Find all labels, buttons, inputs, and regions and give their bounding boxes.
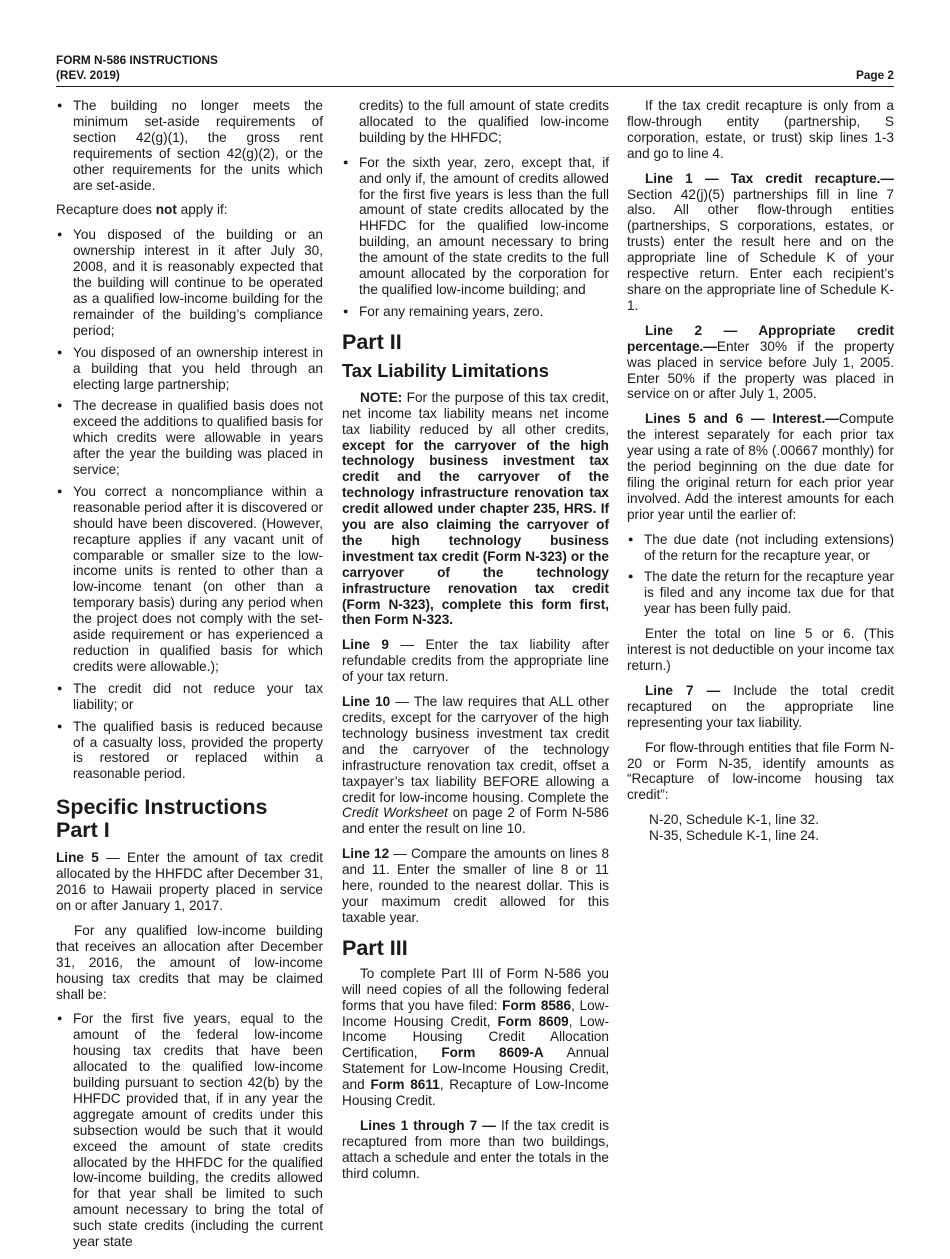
line-2-instruction: Line 2 — Appropriate credit percentage.—Enter 30% if the property was placed in service before July 1, 2005. Enter 50% if the property was placed in service on or after July 1, 2005.: [627, 322, 894, 402]
list-item: ● The credit did not reduce your tax liability; or: [56, 681, 323, 713]
line-7-instruction: Line 7 — Include the total credit recaptured on the appropriate line representing your tax liability.: [627, 682, 895, 730]
list-item: ● You disposed of the building or an ownership interest in it after July 30, 2008, and it is reasonably expected that the building will continue to be operated as a qualified low-income building for the remainder of the building’s compliance period;: [56, 227, 323, 338]
schedule-line-n35: N-35, Schedule K-1, line 24.: [649, 828, 820, 844]
list-item: ● You disposed of an ownership interest in a building that you held through an electing large partnership;: [56, 345, 323, 393]
page-number: Page 2: [855, 68, 894, 82]
column-3: [627, 98, 894, 844]
list-item: ● The due date (not including extensions) of the return for the recapture year, or: [627, 532, 894, 564]
list-item: ● The building no longer meets the minimum set-aside requirements of section 42(g)(1), the gross rent requirements of section 42(g)(2), or the other requirements for the units which are set-aside.: [56, 98, 323, 193]
lines-1-7-instruction: Lines 1 through 7 — If the tax credit is recaptured from more than two buildings, attach a schedule and enter the totals in the third column.: [342, 1117, 609, 1181]
line-12-instruction: Line 12 — Compare the amounts on lines 8 and 11. Enter the smaller of line 8 or 11 here, rounded to the nearest dollar. This is your maximum credit allowed for this taxable year.: [342, 846, 609, 925]
list-item: ● For the sixth year, zero, except that, if and only if, the amount of credits allowed for the first five years is less than the full amount of state credits allocated by the HHFDC for the qualified low-income building, an amount necessary to bring the amount of the state credits to the full amount allocated by the corporation for the qualified low-income building; and: [342, 155, 609, 298]
part-1-heading: Part I: [56, 818, 110, 843]
list-item: ● You correct a noncompliance within a reasonable period after it is discovered or should have been discovered. (However, recapture applies if any vacant unit of comparable or smaller size to the low-income units is rented to other than a low-income tenant (on other than a temporary basis) during any period when the project does not comply with the set-aside requirement or has experienced a reduction in qualified basis for which credits were allowable.);: [56, 484, 323, 675]
flow-through-paragraph: If the tax credit recapture is only from a flow-through entity (partnership, S corporation, estate, or trust) skip lines 1-3 and go to line 4.: [627, 98, 894, 161]
tax-liability-heading: Tax Liability Limitations: [342, 359, 549, 381]
header-rule: [56, 86, 894, 87]
bullet-continuation: credits) to the full amount of state credits allocated to the qualified low-income building by the HHFDC;: [359, 98, 609, 145]
line-9-instruction: Line 9 — Enter the tax liability after refundable credits from the appropriate line of your tax return.: [342, 637, 610, 685]
list-item: ● The decrease in qualified basis does not exceed the additions to qualified basis for which credits were allowable in years after the year the building was placed in service;: [56, 398, 323, 478]
schedule-lines: [649, 812, 894, 844]
part-3-heading: Part III: [342, 935, 408, 960]
list-item: ● For any remaining years, zero.: [342, 304, 609, 320]
note-paragraph: NOTE: For the purpose of this tax credit, net income tax liability means net income tax liability reduced by all other credits, except for the carryover of the high technology business investment tax credit and the carryover of the technology infrastructure renovation tax credit allowed under chapter 235, HRS. If you are also claiming the carryover of the high technology business investment tax credit (Form N-323) or the carryover of the technology infrastructure renovation tax credit (Form N-323), complete this form first, then Form N-323.: [342, 389, 609, 628]
column-1: [56, 98, 323, 1259]
form-title: FORM N-586 INSTRUCTIONS: [56, 53, 218, 67]
list-item: ● The date the return for the recapture year is filed and any income tax due for that year has been fully paid.: [627, 569, 894, 617]
credit-years-list-cont: [342, 155, 609, 320]
part-3-intro: To complete Part III of Form N-586 you will need copies of all the following federal forms that you have filed: Form 8586, Low-Income Housing Credit, Form 8609, Low-Income Housing Credit Allocation Certification, Form 8609-A Annual Statement for Low-Income Housing Credit, and Form 8611, Recapture of Low-Income Housing Credit.: [342, 965, 609, 1109]
total-paragraph: Enter the total on line 5 or 6. (This interest is not deductible on your income tax return.): [627, 626, 894, 673]
recapture-exceptions-list: [56, 227, 323, 782]
recapture-exceptions-intro: Recapture does not apply if:: [56, 202, 228, 218]
column-2: [342, 98, 609, 1191]
line-5-instruction: Line 5 — Enter the amount of tax credit allocated by the HHFDC after December 31, 2016 to Hawaii property placed in service on or after January 1, 2017.: [56, 850, 323, 913]
line-1-instruction: Line 1 — Tax credit recapture.— Section 42(j)(5) partnerships fill in line 7 also. All other flow-through entities (partnerships, S corporations, estates, or trusts) enter the result here and on the appropriate line of Schedule K of your respective return. Enter each recipient’s share on the appropriate line of Schedule K-1.: [627, 170, 894, 313]
qualified-building-paragraph: For any qualified low-income building that receives an allocation after December 31, 2016, the amount of low-income housing tax credits that may be claimed shall be:: [56, 922, 323, 1002]
page-header: [56, 53, 218, 83]
line-10-instruction: Line 10 — The law requires that ALL other credits, except for the carryover of the high technology business investment tax credit and the carryover of the technology infrastructure renovation tax credit, offset a taxpayer’s tax liability BEFORE allowing a credit for low-income housing. Complete the Credit Worksheet on page 2 of Form N-586 and enter the result on line 10.: [342, 694, 609, 837]
list-item: ● For the first five years, equal to the amount of the federal low-income housing tax credits that have been allocated to the qualified low-income building pursuant to section 42(b) by the HHFDC provided that, if in any year the aggregate amount of credits under this subsection would be such that it would exceed the amount of state credits allocated by the HHFDC for the qualified low-income building, the credits allowed for that year shall be limited to such amount necessary to bring the total of such state credits (including the current year state: [56, 1011, 323, 1250]
credit-years-list: [56, 1011, 323, 1250]
list-item: ● The qualified basis is reduced because of a casualty loss, provided the property is restored or replaced within a reasonable period.: [56, 719, 323, 783]
interest-period-list: [627, 532, 894, 618]
schedule-line-n20: N-20, Schedule K-1, line 32.: [649, 812, 820, 828]
lines-5-6-instruction: Lines 5 and 6 — Interest.—Compute the interest separately for each prior tax year using a rate of 8% (.00667 monthly) for the period beginning on the due date for filing the original return for each prior year involved. Add the interest amounts for each prior year until the earlier of:: [627, 411, 894, 522]
flow-through-entities-paragraph: For flow-through entities that file Form N-20 or Form N-35, identify amounts as “Recapture of low-income housing tax credit”:: [627, 739, 894, 803]
form-revision: (REV. 2019): [56, 68, 120, 82]
specific-instructions-heading: Specific Instructions Part I: [56, 796, 323, 842]
part-2-heading: Part II: [342, 329, 402, 354]
bullet-list: [56, 98, 323, 193]
